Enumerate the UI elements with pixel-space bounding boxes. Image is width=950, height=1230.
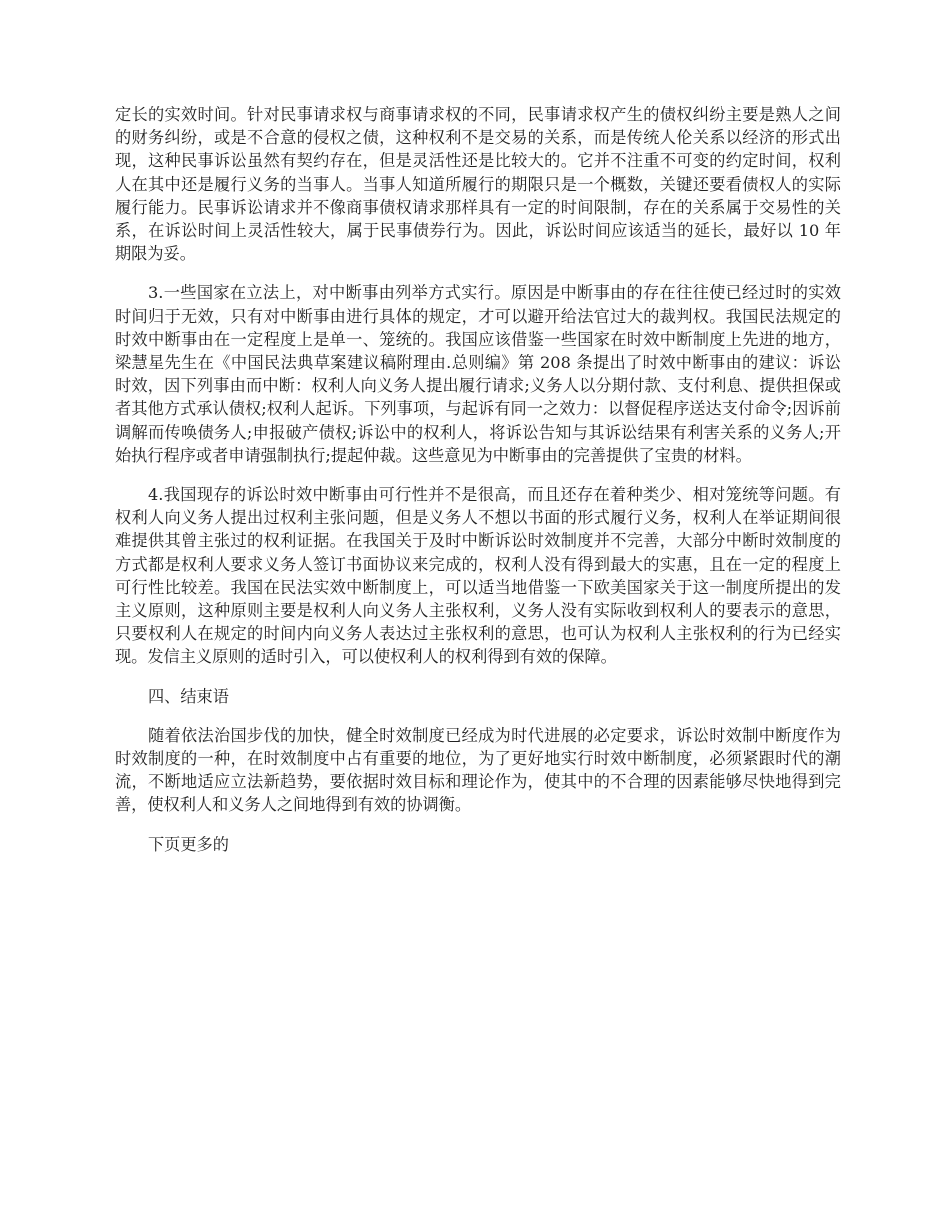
section-heading-conclusion: 四、结束语 [148,686,229,706]
paragraph-continuation: 定长的实效时间。针对民事请求权与商事请求权的不同，民事请求权产生的债权纠纷主要是熟人之间的财务纠纷，或是不合意的侵权之债，这种权利不是交易的关系，而是传统人伦关系以经济的形式出现，这种民事诉讼虽然有契约存在，但是灵活性还是比较大的。它并不注重不可变的约定时间，权利人在其中还是履行义务的当事人。当事人知道所履行的期限只是一个概数，关键还要看债权人的实际履行能力。民事诉讼请求并不像商事债权请求那样具有一定的时间限制，存在的关系属于交易性的关系，在诉讼时间上灵活性较大，属于民事债券行为。因此，诉讼时间应该适当的延长，最好以 10 年期限为妥。 [115,105,841,264]
paragraph-point-3: 3.一些国家在立法上，对中断事由列举方式实行。原因是中断事由的存在往往使已经过时的实效时间归于无效，只有对中断事由进行具体的规定，才可以避开给法官过大的裁判权。我国民法规定的时效中断事由在一定程度上是单一、笼统的。我国应该借鉴一些国家在时效中断制度上先进的地方，梁慧星先生在《中国民法典草案建议稿附理由.总则编》第 208 条提出了时效中断事由的建议：诉讼时效，因下列事由而中断：权利人向义务人提出履行请求;义务人以分期付款、支付利息、提供担保或者其他方式承认债权;权利人起诉。下列事项，与起诉有同一之效力：以督促程序送达支付命令;因诉前调解而传唤债务人;申报破产债权;诉讼中的权利人，将诉讼告知与其诉讼结果有利害关系的义务人;开始执行程序或者申请强制执行;提起仲裁。这些意见为中断事由的完善提供了宝贵的材料。 [115,283,841,465]
paragraph-conclusion: 随着依法治国步伐的加快，健全时效制度已经成为时代进展的必定要求，诉讼时效制中断度作为时效制度的一种，在时效制度中占有重要的地位，为了更好地实行时效中断制度，必须紧跟时代的潮流，不断地适应立法新趋势，要依据时效目标和理论作为，使其中的不合理的因素能够尽快地得到完善，使权利人和义务人之间地得到有效的协调衡。 [115,725,841,815]
document-page [115,103,841,872]
paragraph-point-4: 4.我国现存的诉讼时效中断事由可行性并不是很高，而且还存在着种类少、相对笼统等问题。有权利人向义务人提出过权利主张问题，但是义务人不想以书面的形式履行义务，权利人在举证期间很难提供其曾主张过的权利证据。在我国关于及时中断诉讼时效制度并不完善，大部分中断时效制度的方式都是权利人要求义务人签订书面协议来完成的，权利人没有得到最大的实惠，且在一定的程度上可行性比较差。我国在民法实效中断制度上，可以适当地借鉴一下欧美国家关于这一制度所提出的发主义原则，这种原则主要是权利人向义务人主张权利，义务人没有实际收到权利人的要表示的意思，只要权利人在规定的时间内向义务人表达过主张权利的意思，也可认为权利人主张权利的行为已经实现。发信主义原则的适时引入，可以使权利人的权利得到有效的保障。 [115,485,841,667]
next-page-note: 下页更多的 [148,834,229,854]
